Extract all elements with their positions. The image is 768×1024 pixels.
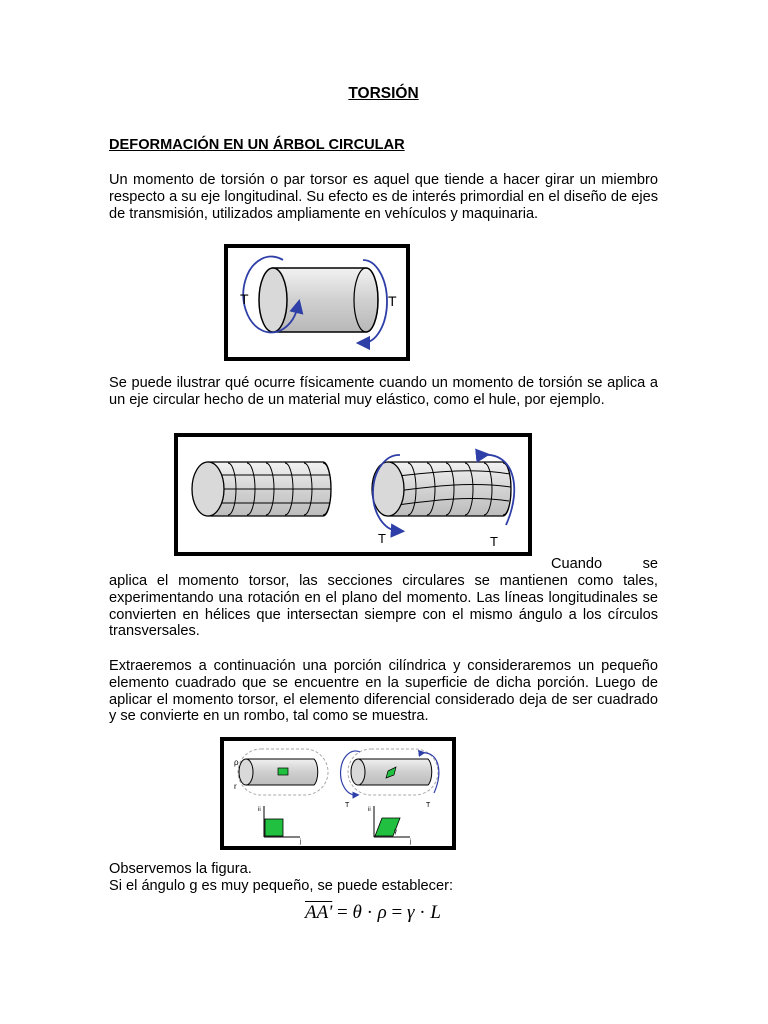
formula-rho: ρ bbox=[377, 902, 387, 923]
section-heading: DEFORMACIÓN EN UN ÁRBOL CIRCULAR bbox=[109, 137, 405, 153]
square-element-diagram bbox=[224, 741, 452, 846]
figure-square-element bbox=[220, 737, 456, 850]
formula-theta: θ bbox=[352, 902, 362, 923]
twisted-shaft-diagram bbox=[178, 437, 528, 552]
paragraph-sections: aplica el momento torsor, las secciones circulares se mantienen como tales, experimentando una rotación en el plano del momento. Las líneas longitudinales se convierten en hélices que intersectan siempre con el mismo ángulo a los círculos transversales. bbox=[109, 573, 658, 640]
formula-dot: · bbox=[414, 902, 431, 923]
page-title: TORSIÓN bbox=[348, 85, 419, 102]
paragraph-angle: Si el ángulo g es muy pequeño, se puede establecer: bbox=[109, 878, 454, 894]
torsion-cylinder-diagram bbox=[228, 248, 406, 357]
gamma-label: γ bbox=[394, 829, 397, 835]
axis-i-left: ii bbox=[258, 807, 261, 813]
paragraph-element: Extraeremos a continuación una porción cilíndrica y consideraremos un pequeño elemento cuadrado que se encuentre en la superficie de dicha porción. Luego de aplicar el momento torsor, el elemento diferencial considerado deja de ser cuadrado y se convierte en un rombo, tal como se muestra. bbox=[109, 658, 658, 725]
torque-label-right: T bbox=[388, 293, 397, 309]
formula-gamma: γ bbox=[407, 902, 415, 923]
axis-i-right: ii bbox=[368, 807, 371, 813]
formula-equals: = bbox=[386, 902, 408, 923]
torsion-formula bbox=[305, 902, 441, 923]
axis-j-left: j bbox=[300, 839, 302, 845]
torque-label-right: T bbox=[426, 802, 431, 809]
figure-twisted-shaft bbox=[174, 433, 532, 556]
paragraph-observe: Observemos la figura. bbox=[109, 861, 252, 877]
torque-label-left: T bbox=[378, 531, 386, 546]
paragraph-illustration: Se puede ilustrar qué ocurre físicamente cuando un momento de torsión se aplica a un eje circular hecho de un material muy elástico, como el hule, por ejemplo. bbox=[109, 375, 658, 408]
axis-j-right: j bbox=[410, 839, 412, 845]
rho-label: ρ bbox=[234, 758, 239, 767]
formula-dot: · bbox=[361, 902, 378, 923]
formula-length: L bbox=[430, 902, 441, 923]
paragraph-intro: Un momento de torsión o par torsor es aquel que tiende a hacer girar un miembro respecto a su eje longitudinal. Su efecto es de interés primordial en el diseño de ejes de transmisión, utilizados ampliamente en vehículos y maquinaria. bbox=[109, 172, 658, 222]
r-label: r bbox=[234, 782, 237, 791]
torque-label-left: T bbox=[240, 291, 249, 307]
torque-label-left: T bbox=[345, 802, 350, 809]
formula-equals: = bbox=[332, 902, 353, 923]
figure-torsion-cylinder bbox=[224, 244, 410, 361]
formula-arc: AA' bbox=[305, 902, 333, 923]
torque-label-right: T bbox=[490, 534, 498, 549]
paragraph-cuando-start: Cuando se bbox=[551, 556, 658, 572]
